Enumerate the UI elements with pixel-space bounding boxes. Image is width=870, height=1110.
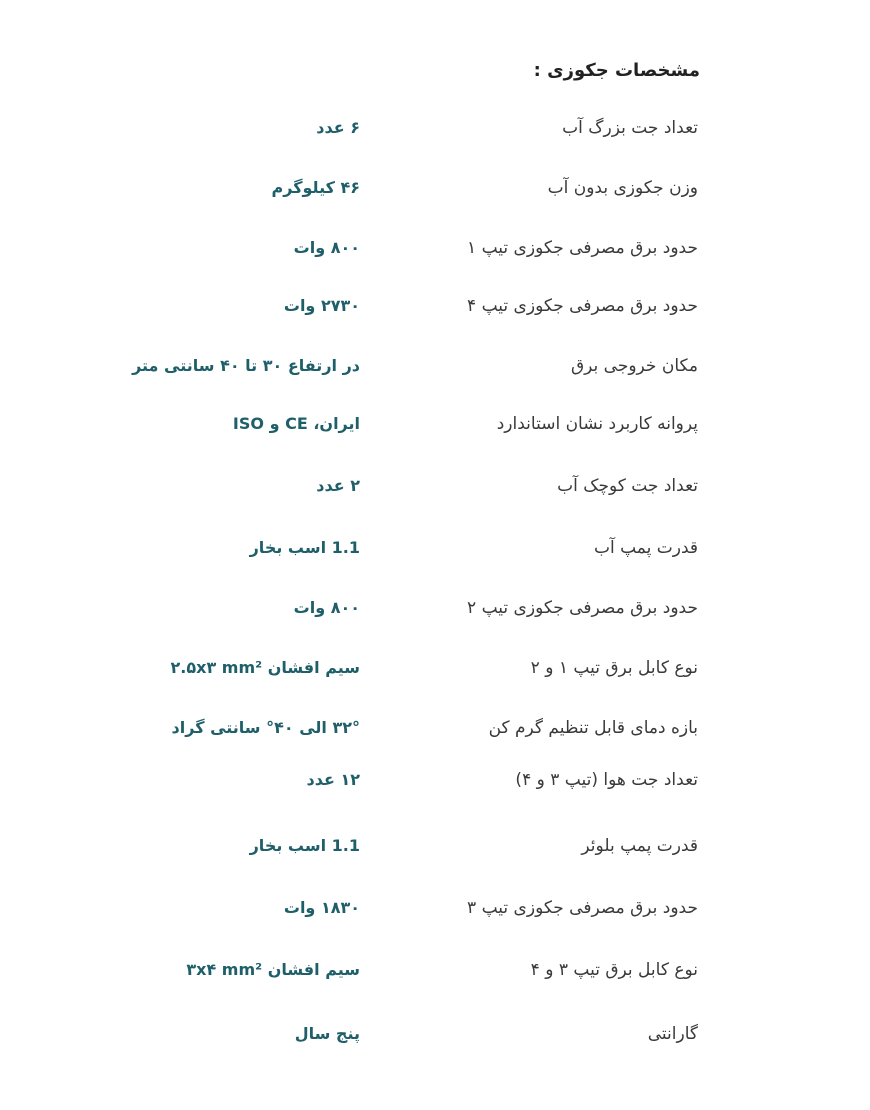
spec-label: تعداد جت بزرگ آب	[562, 118, 698, 138]
spec-row-warranty	[0, 1024, 870, 1054]
spec-value: ۲۷۳۰ وات	[283, 296, 360, 315]
spec-row-power-type1	[0, 238, 870, 268]
spec-row-power-type2	[0, 598, 870, 628]
spec-row-heater-range	[0, 718, 870, 748]
spec-value: پنج سال	[294, 1024, 360, 1043]
spec-value: سیم افشان ۲.۵x۳ mm²	[170, 658, 360, 677]
spec-value: ۲ عدد	[316, 476, 360, 495]
spec-row-large-jets	[0, 118, 870, 148]
spec-row-power-type3	[0, 898, 870, 928]
spec-label: حدود برق مصرفی جکوزی تیپ ۱	[467, 238, 698, 258]
spec-label: نوع کابل برق تیپ ۳ و ۴	[530, 960, 698, 980]
page-title: مشخصات جکوزی :	[533, 60, 700, 81]
spec-value: در ارتفاع ۳۰ تا ۴۰ سانتی متر	[132, 356, 360, 375]
spec-label: نوع کابل برق تیپ ۱ و ۲	[530, 658, 698, 678]
spec-row-small-jets	[0, 476, 870, 506]
spec-value: ۳۲° الی ۴۰° سانتی گراد	[171, 718, 360, 737]
spec-label: حدود برق مصرفی جکوزی تیپ ۴	[467, 296, 698, 316]
spec-label: تعداد جت هوا (تیپ ۳ و ۴)	[515, 770, 698, 790]
spec-label: قدرت پمپ آب	[593, 538, 698, 558]
spec-label: بازه دمای قابل تنظیم گرم کن	[488, 718, 698, 738]
spec-value: ۸۰۰ وات	[293, 598, 360, 617]
spec-value: ۱۲ عدد	[306, 770, 360, 789]
spec-label: پروانه کاربرد نشان استاندارد	[496, 414, 698, 434]
spec-row-cable-type12	[0, 658, 870, 688]
spec-label: تعداد جت کوچک آب	[557, 476, 698, 496]
spec-row-air-jets	[0, 770, 870, 800]
spec-row-outlet-location	[0, 356, 870, 386]
spec-value: 1.1 اسب بخار	[249, 836, 360, 855]
spec-label: مکان خروجی برق	[570, 356, 698, 376]
spec-row-standard-license	[0, 414, 870, 444]
spec-label: وزن جکوزی بدون آب	[547, 178, 698, 198]
spec-row-power-type4	[0, 296, 870, 326]
spec-label: گارانتی	[647, 1024, 698, 1044]
spec-label: قدرت پمپ بلوئر	[581, 836, 698, 856]
spec-label: حدود برق مصرفی جکوزی تیپ ۳	[467, 898, 698, 918]
spec-row-blower-power	[0, 836, 870, 866]
spec-row-water-pump-power	[0, 538, 870, 568]
spec-value: ۴۶ کیلوگرم	[271, 178, 360, 197]
spec-value: سیم افشان ۳x۴ mm²	[186, 960, 360, 979]
spec-row-weight	[0, 178, 870, 208]
spec-value: ۶ عدد	[316, 118, 360, 137]
spec-value: 1.1 اسب بخار	[249, 538, 360, 557]
spec-row-cable-type34	[0, 960, 870, 990]
spec-value: ۸۰۰ وات	[293, 238, 360, 257]
spec-value: ایران، CE و ISO	[232, 414, 360, 433]
spec-label: حدود برق مصرفی جکوزی تیپ ۲	[467, 598, 698, 618]
spec-value: ۱۸۳۰ وات	[283, 898, 360, 917]
